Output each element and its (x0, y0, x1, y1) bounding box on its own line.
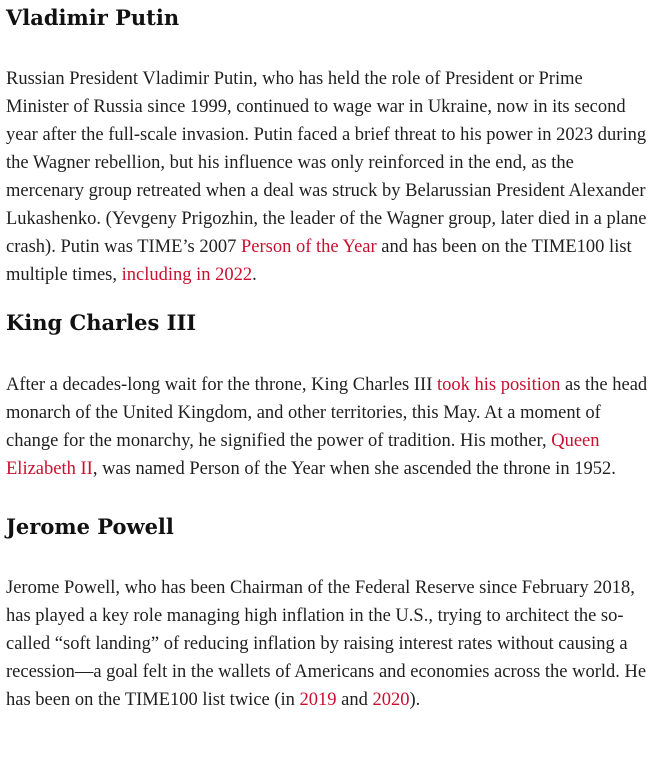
section-paragraph-putin (6, 65, 648, 289)
paragraph-text: , was named Person of the Year when she ascended the throne in 1952. (92, 459, 616, 479)
section-heading-putin: Vladimir Putin (6, 5, 180, 30)
paragraph-text: Jerome Powell, who has been Chairman of the Federal Reserve since February 2018, has played a key role managing high inflation in the U.S., trying to architect the so-called “soft landing” of reducing inflation by raising interest rates without causing a recession—a goal felt in the wallets of Americans and economies across the world. He has been on the TIME100 list twice (in (6, 578, 647, 710)
section-heading-powell: Jerome Powell (6, 514, 174, 539)
link-person-of-the-year[interactable]: Person of the Year (241, 237, 377, 257)
paragraph-text: as the head monarch of the United Kingdom, and other territories, this May. At a moment of change for the monarchy, he signified the power of tradition. His mother, (6, 375, 648, 451)
paragraph-text: and has been on the TIME100 list multiple times, (6, 237, 632, 285)
paragraph-text: and (336, 690, 373, 710)
link-2019[interactable]: 2019 (299, 690, 337, 710)
section-heading-charles: King Charles III (6, 310, 197, 335)
link-including-in-2022[interactable]: including in 2022 (121, 265, 253, 285)
paragraph-text: . (252, 265, 257, 285)
paragraph-text: ). (409, 690, 421, 710)
section-paragraph-powell (6, 574, 648, 714)
paragraph-text: After a decades-long wait for the throne, King Charles III (6, 375, 437, 395)
link-2020[interactable]: 2020 (372, 690, 410, 710)
link-took-his-position[interactable]: took his position (437, 375, 561, 395)
paragraph-text: Russian President Vladimir Putin, who has held the role of President or Prime Minister of Russia since 1999, continued to wage war in Ukraine, now in its second year after the full-scale invasion. Putin faced a brief threat to his power in 2023 during the Wagner rebellion, but his influence was only reinforced in the end, as the mercenary group retreated when a deal was struck by Belarussian President Alexander Lukashenko. (Yevgeny Prigozhin, the leader of the Wagner group, later died in a plane crash). Putin was TIME’s 2007 (6, 69, 647, 257)
section-paragraph-charles (6, 371, 648, 483)
link-queen-elizabeth-ii[interactable]: Queen Elizabeth II (6, 431, 600, 479)
